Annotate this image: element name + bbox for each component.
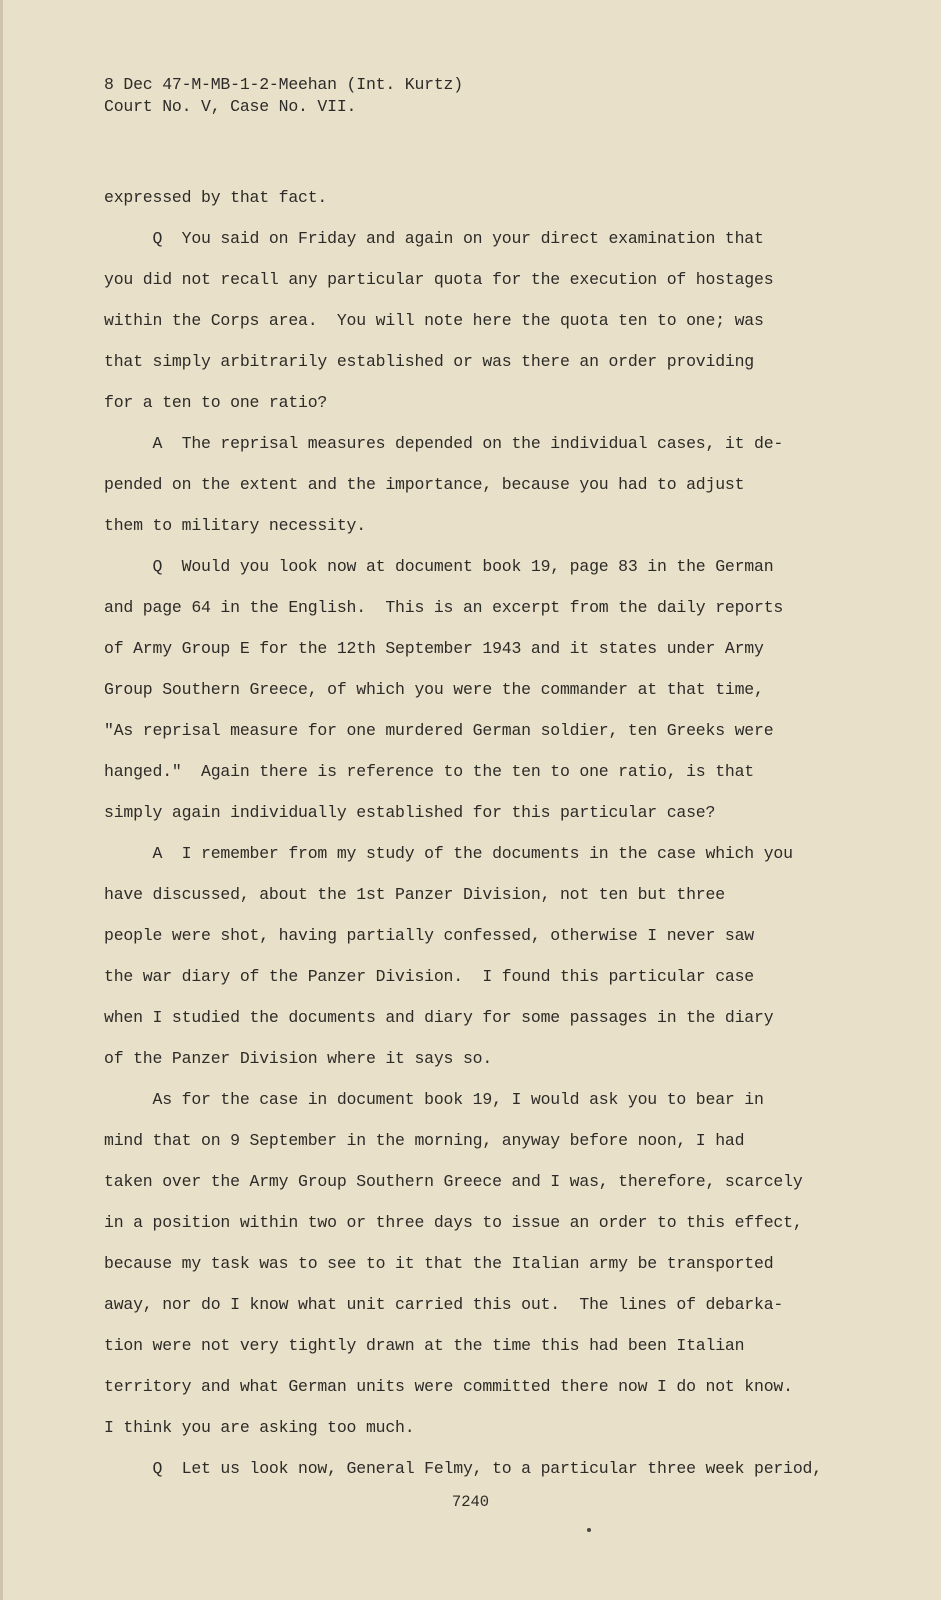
text-line: for a ten to one ratio? (104, 393, 328, 412)
header-court-case: Court No. V, Case No. VII. (104, 97, 357, 116)
text-line: away, nor do I know what unit carried this out. The lines of debarka- (104, 1295, 784, 1314)
text-line: when I studied the documents and diary for some passages in the diary (104, 1008, 774, 1027)
ink-speck (587, 1528, 591, 1532)
text-line: taken over the Army Group Southern Greece and I was, therefore, scarcely (104, 1172, 803, 1191)
text-line: simply again individually established for this particular case? (104, 803, 716, 822)
text-line: within the Corps area. You will note here the quota ten to one; was (104, 311, 764, 330)
text-line: Q You said on Friday and again on your direct examination that (104, 229, 764, 248)
text-line: expressed by that fact. (104, 188, 328, 207)
text-line: have discussed, about the 1st Panzer Division, not ten but three (104, 885, 725, 904)
text-line: hanged." Again there is reference to the ten to one ratio, is that (104, 762, 755, 781)
text-line: and page 64 in the English. This is an excerpt from the daily reports (104, 598, 784, 617)
page-number: 7240 (451, 1493, 490, 1511)
text-line: in a position within two or three days to issue an order to this effect, (104, 1213, 803, 1232)
text-line: "As reprisal measure for one murdered German soldier, ten Greeks were (104, 721, 774, 740)
text-line: Group Southern Greece, of which you were the commander at that time, (104, 680, 764, 699)
text-line: tion were not very tightly drawn at the time this had been Italian (104, 1336, 745, 1355)
text-line: of Army Group E for the 12th September 1943 and it states under Army (104, 639, 764, 658)
transcript-body (104, 177, 856, 1489)
text-line: pended on the extent and the importance, because you had to adjust (104, 475, 745, 494)
page-edge (0, 0, 3, 1600)
text-line: them to military necessity. (104, 516, 366, 535)
transcript-header (104, 74, 463, 118)
text-line: A The reprisal measures depended on the individual cases, it de- (104, 434, 784, 453)
text-line: Q Would you look now at document book 19, page 83 in the German (104, 557, 774, 576)
text-line: As for the case in document book 19, I would ask you to bear in (104, 1090, 764, 1109)
text-line: because my task was to see to it that the Italian army be transported (104, 1254, 774, 1273)
text-line: you did not recall any particular quota for the execution of hostages (104, 270, 774, 289)
text-line: territory and what German units were committed there now I do not know. (104, 1377, 793, 1396)
text-line: Q Let us look now, General Felmy, to a particular three week period, (104, 1459, 822, 1478)
text-line: the war diary of the Panzer Division. I found this particular case (104, 967, 755, 986)
text-line: mind that on 9 September in the morning, anyway before noon, I had (104, 1131, 745, 1150)
text-line: that simply arbitrarily established or was there an order providing (104, 352, 755, 371)
text-line: people were shot, having partially confessed, otherwise I never saw (104, 926, 755, 945)
text-line: of the Panzer Division where it says so. (104, 1049, 493, 1068)
text-line: A I remember from my study of the documents in the case which you (104, 844, 793, 863)
header-date-reference: 8 Dec 47-M-MB-1-2-Meehan (Int. Kurtz) (104, 75, 463, 94)
text-line: I think you are asking too much. (104, 1418, 415, 1437)
